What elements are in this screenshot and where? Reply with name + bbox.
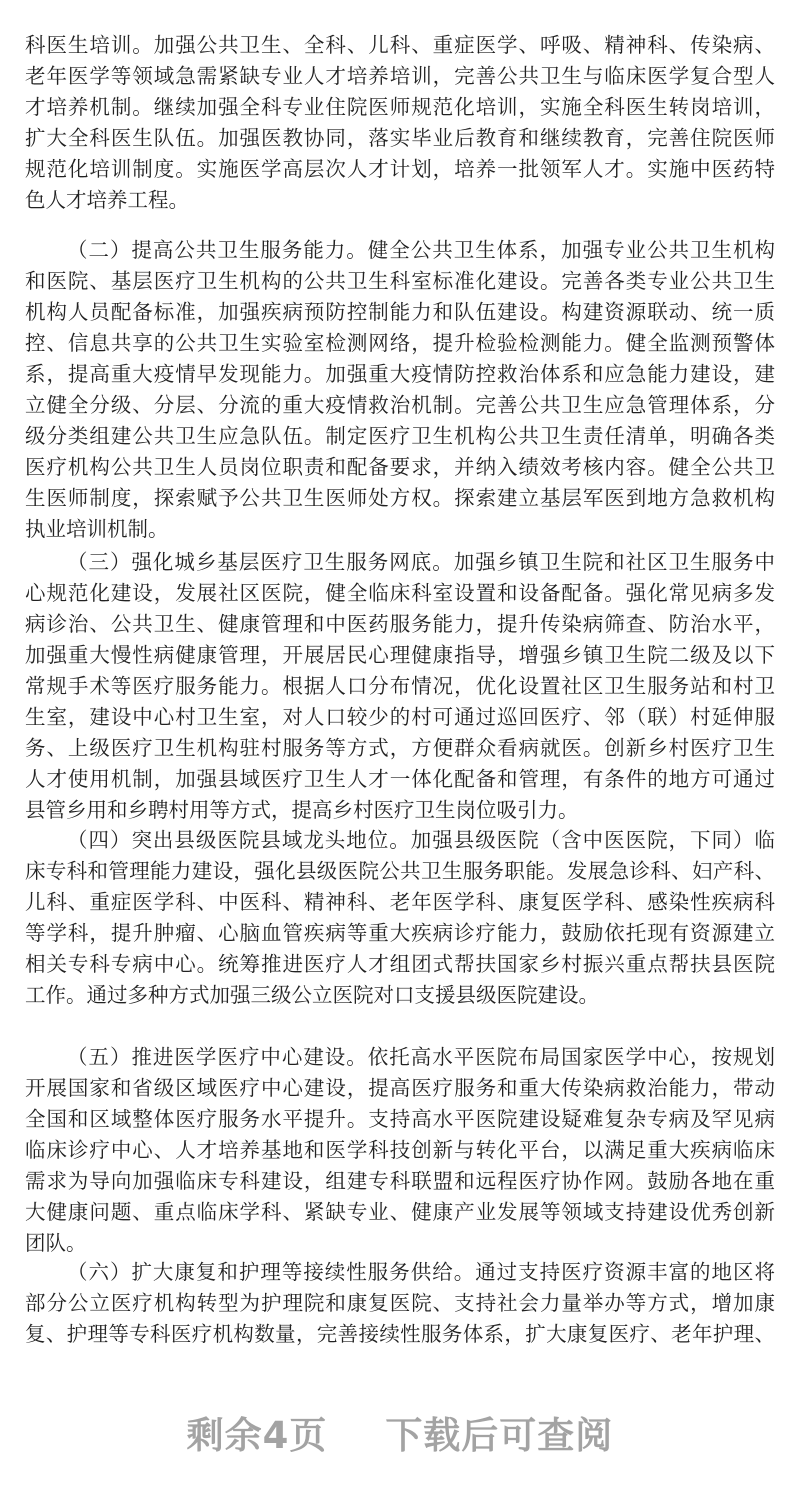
text-line: 复、护理等专科医疗机构数量，完善接续性服务体系，扩大康复医疗、老年护理、 bbox=[25, 1322, 775, 1346]
text-line: （四）突出县级医院县域龙头地位。加强县级医院（含中医医院，下同）临 bbox=[67, 828, 775, 852]
text-line: 老年医学等领域急需紧缺专业人才培养培训，完善公共卫生与临床医学复合型人 bbox=[25, 64, 775, 88]
text-line: （五）推进医学医疗中心建设。依托高水平医院布局国家医学中心，按规划 bbox=[67, 1045, 775, 1069]
paragraph-1 bbox=[25, 30, 775, 216]
paragraph-6 bbox=[25, 1257, 775, 1350]
text-line: 相关专科专病中心。统筹推进医疗人才组团式帮扶国家乡村振兴重点帮扶县医院 bbox=[25, 952, 775, 976]
text-line: 床专科和管理能力建设，强化县级医院公共卫生服务职能。发展急诊科、妇产科、 bbox=[25, 859, 775, 883]
text-line: 医疗机构公共卫生人员岗位职责和配备要求，并纳入绩效考核内容。健全公共卫 bbox=[25, 455, 775, 479]
text-line: 临床诊疗中心、人才培养基地和医学科技创新与转化平台，以满足重大疾病临床 bbox=[25, 1138, 775, 1162]
text-line: 控、信息共享的公共卫生实验室检测网络，提升检验检测能力。健全监测预警体 bbox=[25, 331, 775, 355]
text-line: 级分类组建公共卫生应急队伍。制定医疗卫生机构公共卫生责任清单，明确各类 bbox=[25, 424, 775, 448]
text-line: 生室，建设中心村卫生室，对人口较少的村可通过巡回医疗、邻（联）村延伸服 bbox=[25, 705, 775, 729]
text-line: 工作。通过多种方式加强三级公立医院对口支援县级医院建设。 bbox=[25, 983, 599, 1007]
text-line: 务、上级医疗卫生机构驻村服务等方式，方便群众看病就医。创新乡村医疗卫生 bbox=[25, 736, 775, 760]
text-line: 执业培训机制。 bbox=[25, 517, 169, 541]
text-line: 需求为导向加强临床专科建设，组建专科联盟和远程医疗协作网。鼓励各地在重 bbox=[25, 1169, 775, 1193]
text-line: 县管乡用和乡聘村用等方式，提高乡村医疗卫生岗位吸引力。 bbox=[25, 798, 579, 822]
text-line: （三）强化城乡基层医疗卫生服务网底。加强乡镇卫生院和社区卫生服务中 bbox=[67, 550, 775, 574]
text-line: 全国和区域整体医疗服务水平提升。支持高水平医院建设疑难复杂专病及罕见病 bbox=[25, 1107, 775, 1131]
text-line: 系，提高重大疫情早发现能力。加强重大疫情防控救治体系和应急能力建设，建 bbox=[25, 362, 775, 386]
text-line: 和医院、基层医疗卫生机构的公共卫生科室标准化建设。完善各类专业公共卫生 bbox=[25, 269, 775, 293]
paragraph-4 bbox=[25, 825, 775, 1011]
paragraph-5 bbox=[25, 1042, 775, 1259]
text-line: 生医师制度，探索赋予公共卫生医师处方权。探索建立基层军医到地方急救机构 bbox=[25, 486, 775, 510]
text-line: 心规范化建设，发展社区医院，健全临床科室设置和设备配备。强化常见病多发 bbox=[25, 581, 775, 605]
text-line: （六）扩大康复和护理等接续性服务供给。通过支持医疗资源丰富的地区将 bbox=[67, 1260, 775, 1284]
text-line: 团队。 bbox=[25, 1231, 87, 1255]
text-line: 部分公立医疗机构转型为护理院和康复医院、支持社会力量举办等方式，增加康 bbox=[25, 1291, 775, 1315]
text-line: 人才使用机制，加强县域医疗卫生人才一体化配备和管理，有条件的地方可通过 bbox=[25, 767, 775, 791]
text-line: 立健全分级、分层、分流的重大疫情救治机制。完善公共卫生应急管理体系，分 bbox=[25, 393, 775, 417]
text-line: 儿科、重症医学科、中医科、精神科、老年医学科、康复医学科、感染性疾病科 bbox=[25, 890, 775, 914]
text-line: 才培养机制。继续加强全科专业住院医师规范化培训，实施全科医生转岗培训， bbox=[25, 95, 775, 119]
text-line: （二）提高公共卫生服务能力。健全公共卫生体系，加强专业公共卫生机构 bbox=[67, 238, 775, 262]
text-line: 病诊治、公共卫生、健康管理和中医药服务能力，提升传染病筛查、防治水平， bbox=[25, 612, 775, 636]
download-prompt[interactable] bbox=[0, 1405, 800, 1459]
paragraph-2 bbox=[25, 235, 775, 545]
text-line: 扩大全科医生队伍。加强医教协同，落实毕业后教育和继续教育，完善住院医师 bbox=[25, 126, 775, 150]
download-to-view-label[interactable]: 下载后可查阅 bbox=[385, 1414, 614, 1457]
text-line: 色人才培养工程。 bbox=[25, 188, 189, 212]
text-line: 机构人员配备标准，加强疾病预防控制能力和队伍建设。构建资源联动、统一质 bbox=[25, 300, 775, 324]
text-line: 科医生培训。加强公共卫生、全科、儿科、重症医学、呼吸、精神科、传染病、 bbox=[25, 33, 775, 57]
text-line: 常规手术等医疗服务能力。根据人口分布情况，优化设置社区卫生服务站和村卫 bbox=[25, 674, 775, 698]
remaining-pages-label: 剩余4页 bbox=[186, 1414, 328, 1457]
text-line: 开展国家和省级区域医疗中心建设，提高医疗服务和重大传染病救治能力，带动 bbox=[25, 1076, 775, 1100]
text-line: 规范化培训制度。实施医学高层次人才计划，培养一批领军人才。实施中医药特 bbox=[25, 157, 775, 181]
text-line: 等学科，提升肿瘤、心脑血管疾病等重大疾病诊疗能力，鼓励依托现有资源建立 bbox=[25, 921, 775, 945]
text-line: 大健康问题、重点临床学科、紧缺专业、健康产业发展等领域支持建设优秀创新 bbox=[25, 1200, 775, 1224]
paragraph-3 bbox=[25, 547, 775, 826]
text-line: 加强重大慢性病健康管理，开展居民心理健康指导，增强乡镇卫生院二级及以下 bbox=[25, 643, 775, 667]
